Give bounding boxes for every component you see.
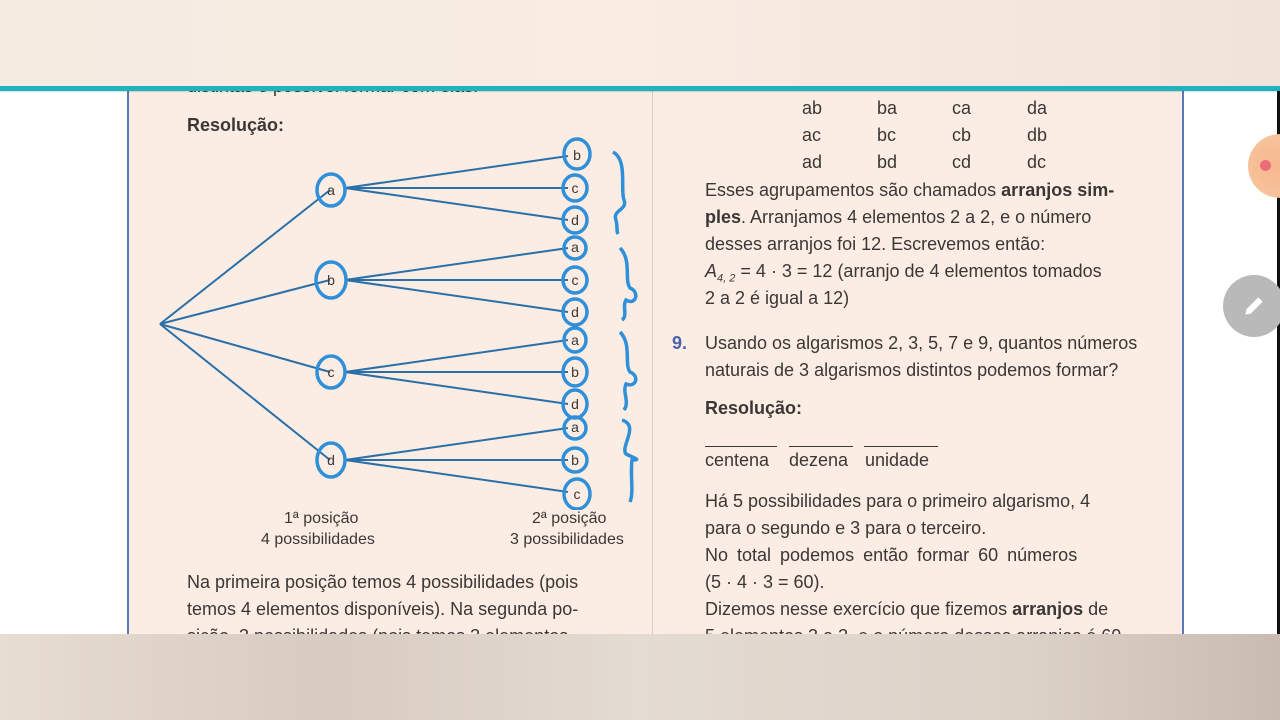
slot-blank-unidade [864, 446, 938, 447]
explain-line3: desses arranjos foi 12. Escrevemos então: [705, 234, 1046, 254]
question-line1: Usando os algarismos 2, 3, 5, 7 e 9, quantos números [705, 333, 1138, 353]
position1-count: 4 possibilidades [261, 531, 375, 548]
svg-text:b: b [571, 364, 579, 380]
pairs-grid [802, 98, 1102, 179]
svg-text:d: d [327, 452, 335, 468]
position2-label: 2ª posição [532, 510, 607, 527]
slot-blank-dezena [789, 446, 853, 447]
explain-line2: ples. Arranjamos 4 elementos 2 a 2, e o número [705, 207, 1092, 227]
slot-label-dezena: dezena [789, 450, 849, 470]
slot-blank-centena [705, 446, 777, 447]
tree-diagram [150, 130, 650, 510]
explain-line1: Esses agrupamentos são chamados arranjos sim- [705, 180, 1115, 200]
svg-text:c: c [571, 272, 579, 288]
position2-count: 3 possibilidades [510, 531, 624, 548]
svg-text:b: b [571, 452, 579, 468]
answer-line3: No total podemos então formar 60 números [705, 545, 1078, 565]
svg-text:c: c [327, 364, 335, 380]
formula-line: $A_{4, 2} = 4 \cdot 3 = 12$ (arranjo de 4 elementos tomados [705, 261, 1102, 285]
top-overlay-bar [0, 0, 1280, 86]
explain-line5: 2 a 2 é igual a 12) [705, 288, 850, 308]
column-divider [652, 90, 653, 650]
slot-label-unidade: unidade [865, 450, 930, 470]
left-paragraph-line1: Na primeira posição temos 4 possibilidades (pois [187, 572, 579, 592]
svg-text:a: a [571, 419, 579, 435]
record-dot-icon [1260, 160, 1271, 171]
svg-text:a: a [571, 332, 579, 348]
pencil-icon [1241, 293, 1267, 319]
svg-text:b: b [327, 272, 335, 288]
pairs-row: ad bd cd dc [802, 152, 1047, 172]
answer-line2: para o segundo e 3 para o terceiro. [705, 518, 987, 538]
answer-line4: (5 · 4 · 3 = 60). [705, 572, 825, 592]
answer-line1: Há 5 possibilidades para o primeiro algarismo, 4 [705, 491, 1091, 511]
bottom-overlay-bar [0, 634, 1280, 720]
accent-bar [0, 86, 1280, 91]
question-line2: naturais de 3 algarismos distintos podemos formar? [705, 360, 1119, 380]
record-indicator-button[interactable] [1248, 134, 1280, 198]
svg-text:d: d [571, 396, 579, 412]
svg-text:a: a [327, 182, 335, 198]
pairs-row: ab ba ca da [802, 98, 1048, 118]
resolution-heading-left: Resolução: [187, 115, 285, 135]
svg-text:d: d [571, 212, 579, 228]
svg-text:a: a [571, 239, 579, 255]
answer-line5: Dizemos nesse exercício que fizemos arranjos de [705, 599, 1109, 619]
question-number: 9. [672, 333, 688, 353]
svg-text:c: c [571, 180, 579, 196]
resolution-heading-right: Resolução: [705, 398, 803, 418]
svg-text:b: b [573, 147, 581, 163]
edit-button[interactable] [1223, 275, 1280, 337]
position1-label: 1ª posição [284, 510, 359, 527]
slot-label-centena: centena [705, 450, 770, 470]
svg-text:d: d [571, 304, 579, 320]
left-paragraph-line2: temos 4 elementos disponíveis). Na segunda po- [187, 599, 579, 619]
pairs-row: ac bc cb db [802, 125, 1048, 145]
svg-text:c: c [573, 486, 581, 502]
